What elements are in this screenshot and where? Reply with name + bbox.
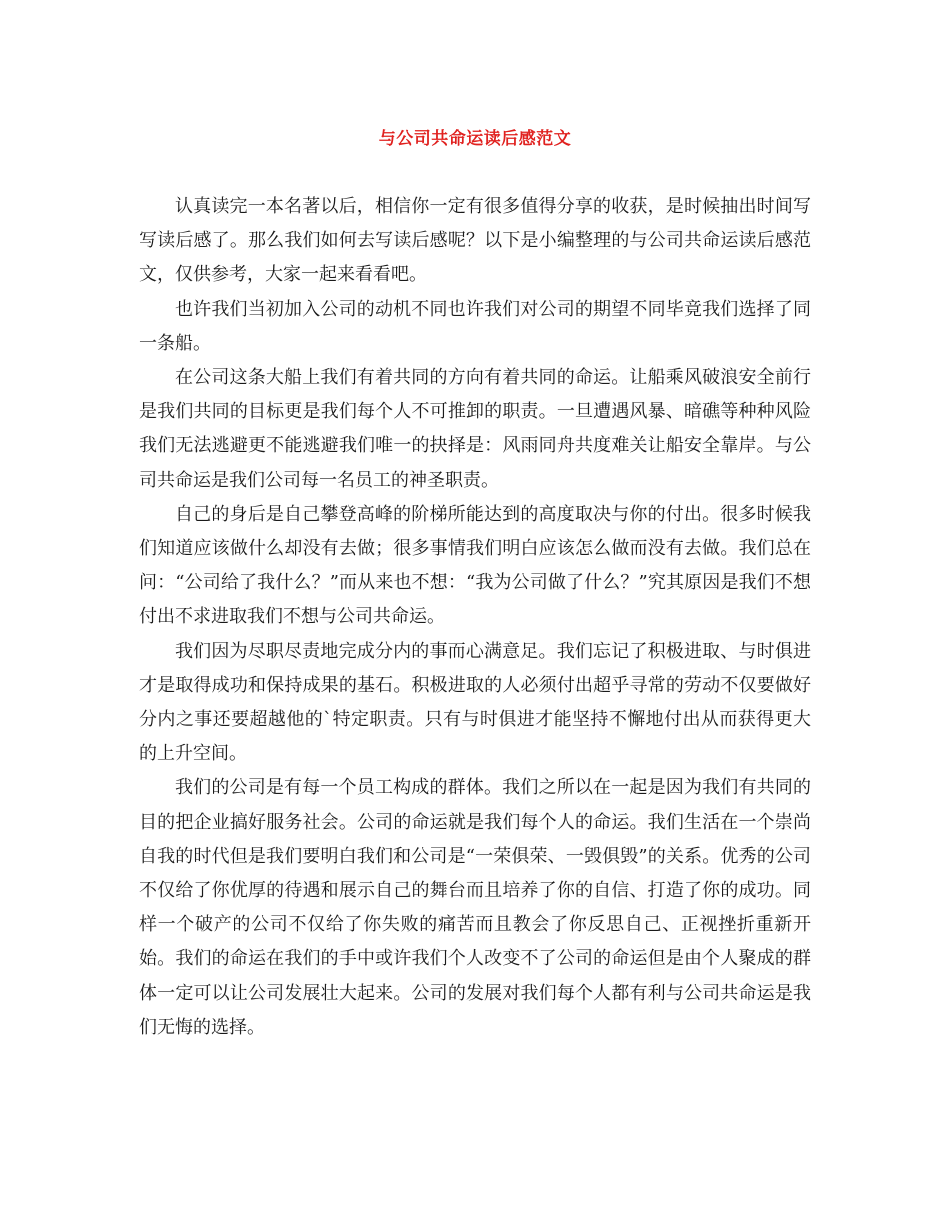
paragraph: 自己的身后是自己攀登高峰的阶梯所能达到的高度取决与你的付出。很多时候我们知道应该做什么却没有去做；很多事情我们明白应该怎么做而没有去做。我们总在问：“公司给了我什么？”而从来也不想：“我为公司做了什么？”究其原因是我们不想付出不求进取我们不想与公司共命运。	[139, 503, 811, 628]
document-body	[139, 190, 811, 1045]
paragraph: 在公司这条大船上我们有着共同的方向有着共同的命运。让船乘风破浪安全前行是我们共同的目标更是我们每个人不可推卸的职责。一旦遭遇风暴、暗礁等种种风险我们无法逃避更不能逃避我们唯一的抉择是：风雨同舟共度难关让船安全靠岸。与公司共命运是我们公司每一名员工的神圣职责。	[139, 367, 811, 491]
paragraph: 也许我们当初加入公司的动机不同也许我们对公司的期望不同毕竟我们选择了同一条船。	[139, 298, 811, 354]
paragraph: 我们的公司是有每一个员工构成的群体。我们之所以在一起是因为我们有共同的目的把企业搞好服务社会。公司的命运就是我们每个人的命运。我们生活在一个崇尚自我的时代但是我们要明白我们和公司是“一荣俱荣、一毁俱毁”的关系。优秀的公司不仅给了你优厚的待遇和展示自己的舞台而且培养了你的自信、打造了你的成功。同样一个破产的公司不仅给了你失败的痛苦而且教会了你反思自己、正视挫折重新开始。我们的命运在我们的手中或许我们个人改变不了公司的命运但是由个人聚成的群体一定可以让公司发展壮大起来。公司的发展对我们每个人都有利与公司共命运是我们无悔的选择。	[139, 777, 811, 1038]
paragraph-intro: 认真读完一本名著以后，相信你一定有很多值得分享的收获，是时候抽出时间写写读后感了。那么我们如何去写读后感呢？以下是小编整理的与公司共命运读后感范文，仅供参考，大家一起来看看吧。	[139, 196, 811, 286]
document-title: 与公司共命运读后感范文	[378, 129, 572, 149]
paragraph: 我们因为尽职尽责地完成分内的事而心满意足。我们忘记了积极进取、与时俱进才是取得成功和保持成果的基石。积极进取的人必须付出超乎寻常的劳动不仅要做好分内之事还要超越他的`特定职责。只有与时俱进才能坚持不懈地付出从而获得更大的上升空间。	[139, 640, 811, 765]
